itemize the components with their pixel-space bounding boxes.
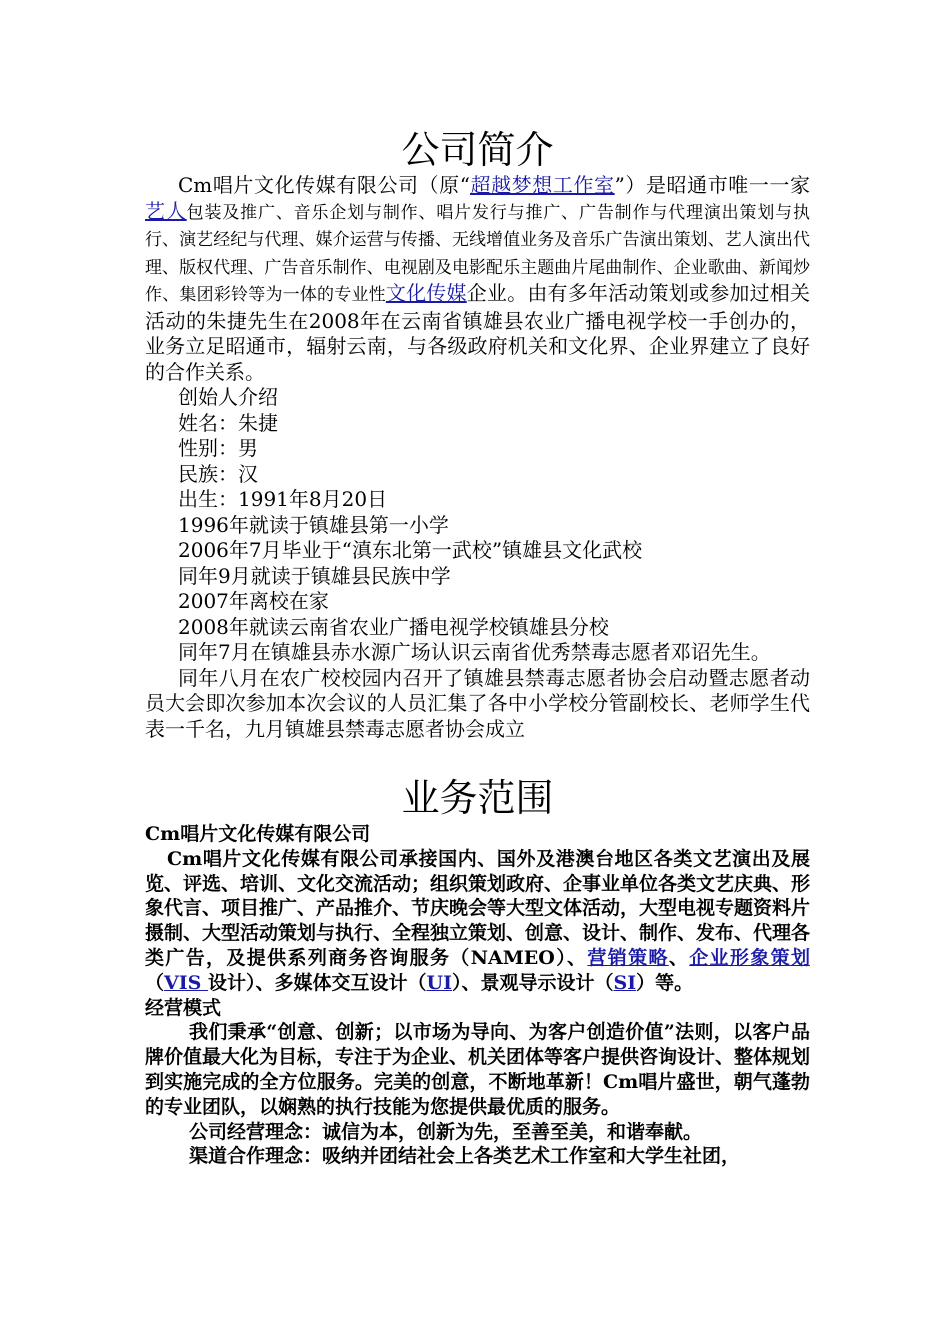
channel-line: 渠道合作理念：吸纳并团结社会上各类艺术工作室和大学生社团， <box>189 1145 741 1168</box>
founder-line: 创始人介绍 <box>178 385 278 409</box>
scope-text-d: 设计）、多媒体交互设计（ <box>207 971 427 994</box>
link-vis[interactable]: VIS <box>164 971 208 994</box>
business-scope-section <box>145 822 810 1169</box>
intro-text-d: 企业。由有多年活动策划或参加过相关活动的朱捷先生在2008年在云南省镇雄县农业广播电视学校一手创办的，业务立足昭通市，辐射云南，与各级政府机关和文化界、企业界建立了良好的合作关系。 <box>145 281 811 384</box>
founder-line: 出生：1991年8月20日 <box>178 487 388 511</box>
founder-line: 同年9月就读于镇雄县民族中学 <box>178 563 451 588</box>
founder-line: 2008年就读云南省农业广播电视学校镇雄县分校 <box>178 614 609 639</box>
scope-text-b: 、 <box>668 946 690 969</box>
link-si[interactable]: SI <box>613 971 637 994</box>
link-ui[interactable]: UI <box>426 971 452 994</box>
founder-line: 民族：汉 <box>178 461 258 486</box>
paragraph-august: 同年八月在农广校校园内召开了镇雄县禁毒志愿者协会启动暨志愿者动员大会即次参加本次会议的人员汇集了各中小学校分管副校长、老师学生代表一千名，九月镇雄县禁毒志愿者协会成立 <box>145 665 810 741</box>
founder-line: 性别：男 <box>178 436 258 460</box>
scope-text-c: （ <box>145 971 165 994</box>
philosophy-line: 公司经营理念：诚信为本，创新为先，至善至美，和谐奉献。 <box>189 1120 703 1143</box>
founder-line: 姓名：朱捷 <box>178 410 278 435</box>
section-title-business-scope: 业务范围 <box>401 776 554 820</box>
intro-text-c: 包装及推广、音乐企划与制作、唱片发行与推广、广告制作与代理演出策划与执行、演艺经纪与代理、媒介运营与传播、无线增值业务及音乐广告演出策划、艺人演出代理、版权代理、广告音乐制作、电视剧及电影配乐主题曲片尾曲制作、企业歌曲、新闻炒作、集团彩铃等为一体的专业性 <box>145 202 811 305</box>
founder-line: 1996年就读于镇雄县第一小学 <box>178 512 449 537</box>
scope-paragraph <box>145 847 810 996</box>
intro-text-a: Cm唱片文化传媒有限公司（原“ <box>178 173 470 197</box>
link-chaoyue-studio[interactable]: 超越梦想工作室 <box>469 173 615 197</box>
business-mode-paragraph: 我们秉承“创意、创新；以市场为导向、为客户创造价值”法则，以客户品牌价值最大化为目标，专注于为企业、机关团体等客户提供咨询设计、整体规划到实施完成的全方位服务。完美的创意，不断地革新！Cm唱片盛世，朝气蓬勃的专业团队，以娴熟的执行技能为您提供最优质的服务。 <box>145 1021 811 1118</box>
link-culture-media[interactable]: 文化传媒 <box>385 281 467 305</box>
company-name-heading: Cm唱片文化传媒有限公司 <box>145 823 371 845</box>
intro-paragraph <box>145 173 810 385</box>
section-title-company-intro: 公司简介 <box>401 128 554 172</box>
business-mode-heading: 经营模式 <box>145 996 222 1019</box>
link-corporate-image[interactable]: 企业形象策划 <box>689 946 810 969</box>
scope-text-f: ）等。 <box>636 971 694 994</box>
founder-line: 2006年7月毕业于“滇东北第一武校”镇雄县文化武校 <box>178 538 643 562</box>
scope-text-e: ）、景观导示设计（ <box>451 971 614 994</box>
founder-line: 2007年离校在家 <box>178 589 329 613</box>
scope-text-a: Cm唱片文化传媒有限公司承接国内、国外及港澳台地区各类文艺演出及展览、评选、培训、文化交流活动；组织策划政府、企事业单位各类文艺庆典、形象代言、项目推广、产品推介、节庆晚会等大型文体活动，大型电视专题资料片摄制、大型活动策划与执行、全程独立策划、创意、设计、制作、发布、代理各类广告，及提供系列商务咨询服务（NAMEO）、 <box>145 847 811 969</box>
intro-text-b: ”）是昭通市唯一一家 <box>614 173 810 197</box>
link-artist[interactable]: 艺人 <box>145 198 187 223</box>
company-intro-section <box>145 173 810 742</box>
link-marketing-strategy[interactable]: 营销策略 <box>587 946 669 969</box>
paragraph-july: 同年7月在镇雄县赤水源广场认识云南省优秀禁毒志愿者邓诏先生。 <box>178 640 771 664</box>
